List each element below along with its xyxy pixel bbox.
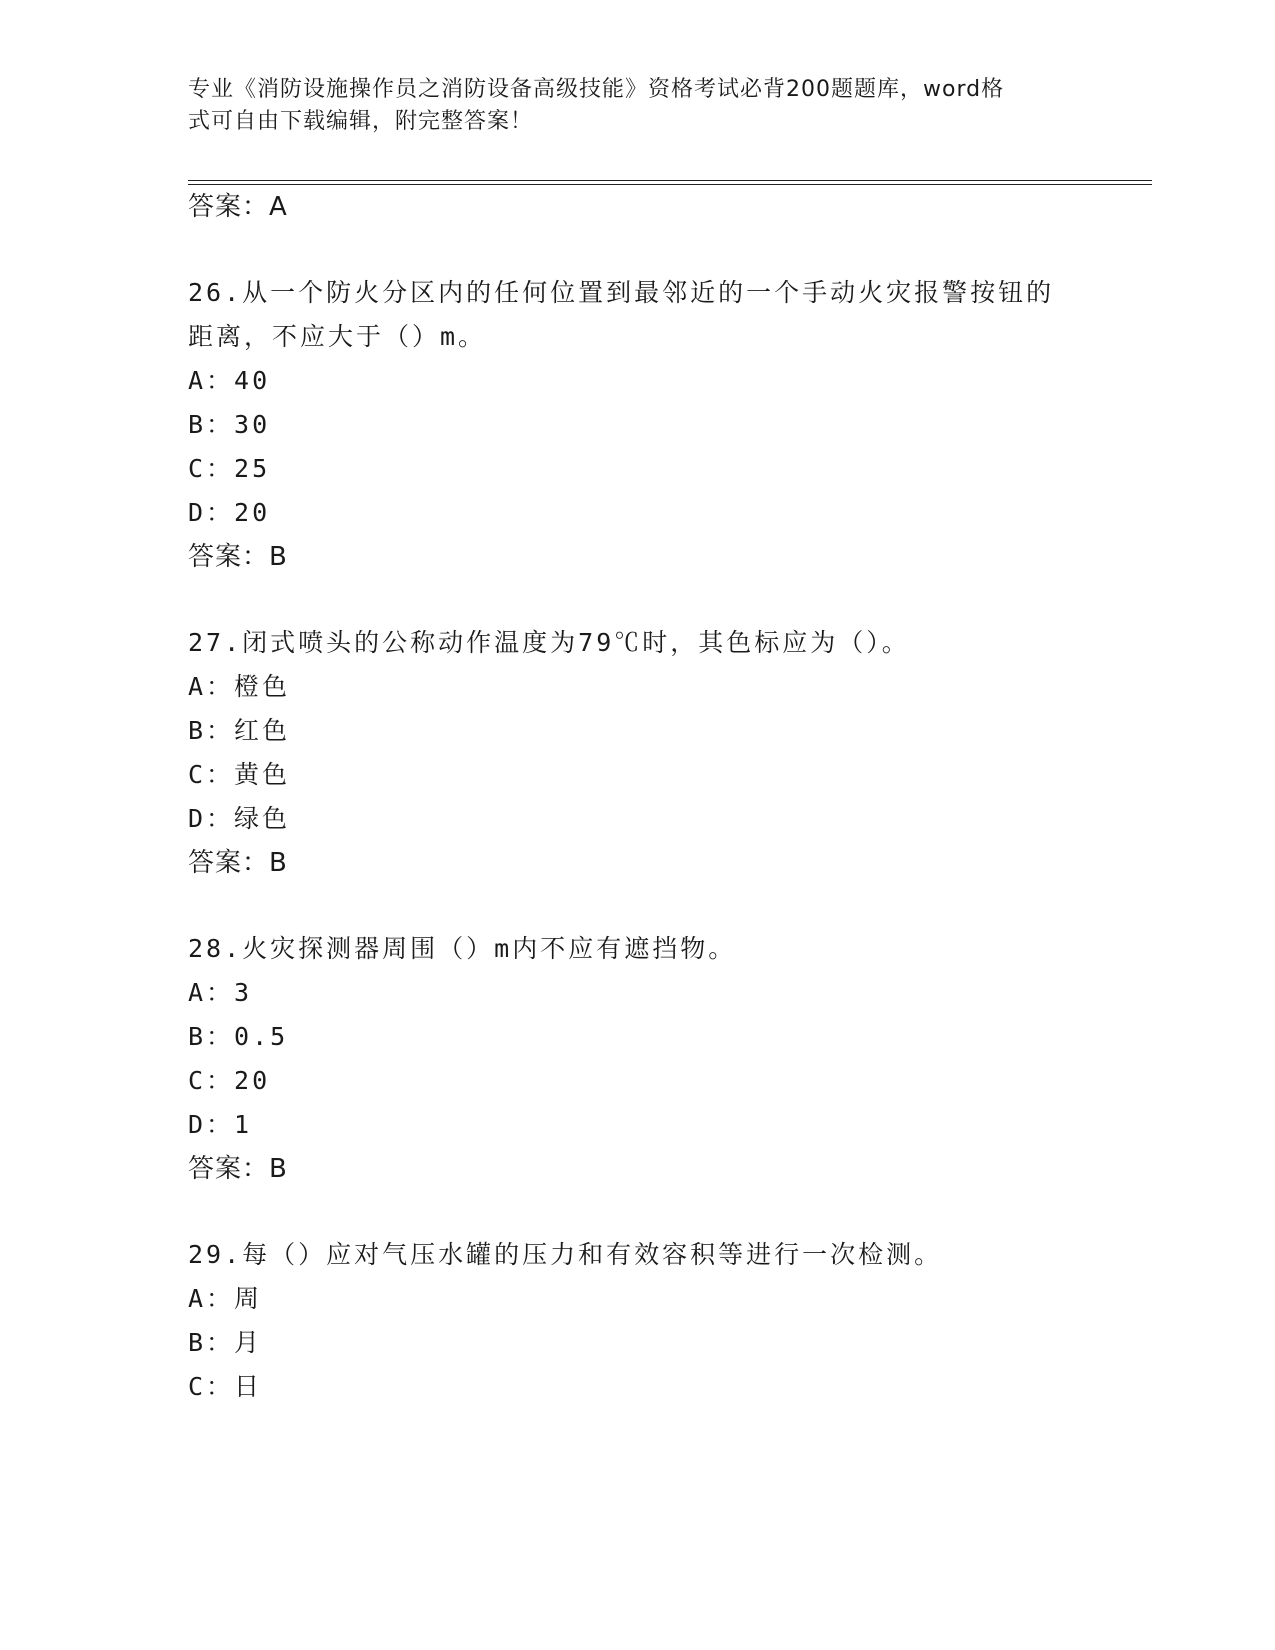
question-27-option-d: D：绿色 — [188, 804, 291, 833]
question-26-option-d: D：20 — [188, 498, 271, 527]
answer-prev: 答案：A — [188, 192, 288, 222]
question-26-answer: 答案：B — [188, 542, 288, 572]
question-28-option-d: D：1 — [188, 1110, 253, 1139]
question-28-option-c: C：20 — [188, 1066, 271, 1095]
header-line-2: 式可自由下载编辑，附完整答案！ — [188, 109, 534, 134]
question-26-text-line-1: 26.从一个防火分区内的任何位置到最邻近的一个手动火灾报警按钮的 — [188, 278, 1055, 307]
question-27-option-a: A：橙色 — [188, 672, 291, 701]
question-28-option-b: B：0.5 — [188, 1022, 289, 1051]
question-28-option-a: A：3 — [188, 978, 253, 1007]
question-29-option-b: B：月 — [188, 1328, 263, 1357]
header-line-1: 专业《消防设施操作员之消防设备高级技能》资格考试必背200题题库，word格 — [188, 77, 1005, 102]
question-27-text: 27.闭式喷头的公称动作温度为79℃时，其色标应为（）。 — [188, 628, 910, 657]
question-27-option-b: B：红色 — [188, 716, 291, 745]
question-29-option-a: A：周 — [188, 1284, 263, 1313]
question-29-option-c: C：日 — [188, 1372, 263, 1401]
question-26-option-a: A：40 — [188, 366, 271, 395]
question-27-answer: 答案：B — [188, 848, 288, 878]
question-27-option-c: C：黄色 — [188, 760, 291, 789]
question-28-answer: 答案：B — [188, 1154, 288, 1184]
document-header — [188, 74, 1068, 138]
header-divider-top — [188, 180, 1152, 181]
question-26-option-c: C：25 — [188, 454, 271, 483]
question-29-text: 29.每（）应对气压水罐的压力和有效容积等进行一次检测。 — [188, 1240, 943, 1269]
question-26-option-b: B：30 — [188, 410, 271, 439]
question-26-text-line-2: 距离，不应大于（）m。 — [188, 322, 487, 351]
question-28-text: 28.火灾探测器周围（）m内不应有遮挡物。 — [188, 934, 737, 963]
header-divider-bottom — [188, 184, 1152, 185]
